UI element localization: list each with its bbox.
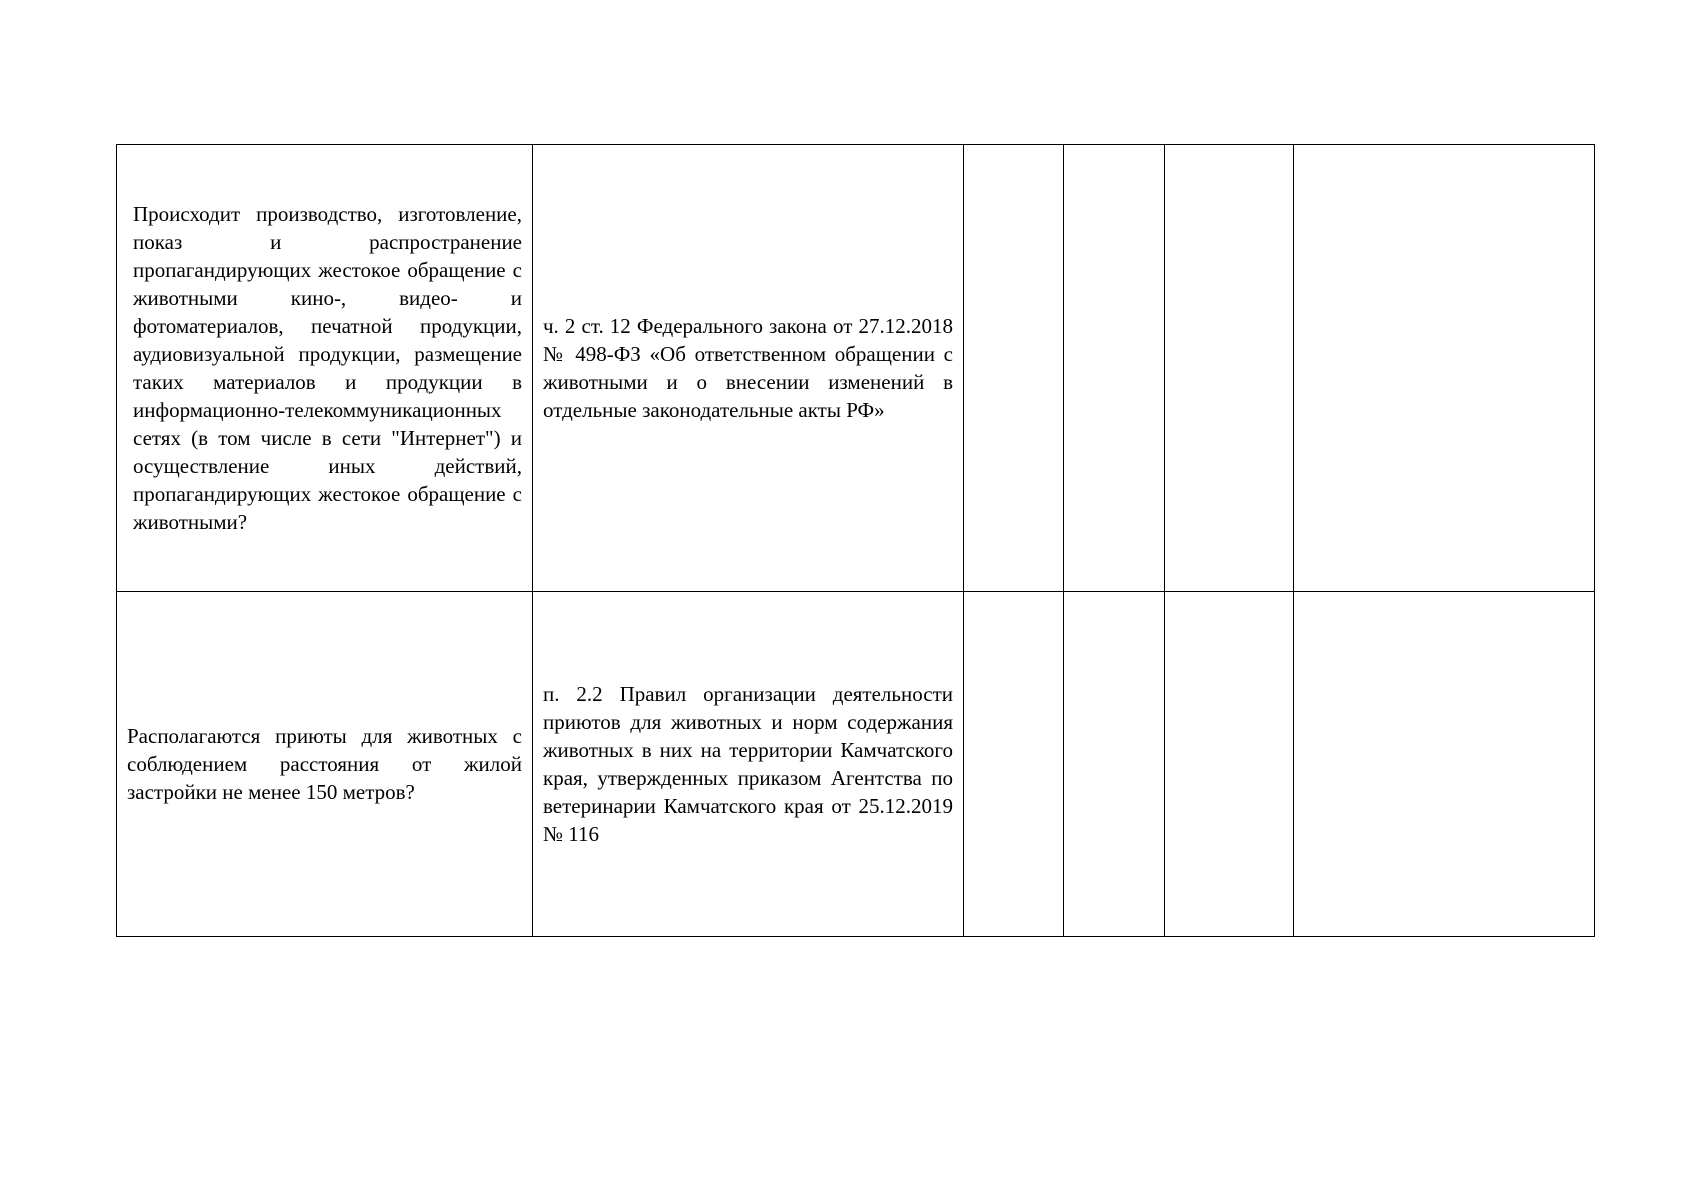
legal-reference-cell: [533, 145, 964, 592]
legal-reference-text: п. 2.2 Правил организации деятельности приютов для животных и норм содержания животных в них на территории Камчатского края, утвержденных приказом Агентства по ветеринарии Камчатского края от 25.12.2019 № 116: [543, 682, 953, 846]
notes-cell: [1294, 145, 1595, 592]
question-text: Происходит производство, изготовление, показ и распространение пропагандирующих жестокое обращение с животными кино-, видео- и фотоматериалов, печатной продукции, аудиовизуальной продукции, размещение таких материалов и продукции в информационно-телекоммуникационных сетях (в том числе в сети "Интернет") и осуществление иных действий, пропагандирующих жестокое обращение с животными?: [133, 202, 522, 534]
checklist-table: [116, 144, 1595, 937]
answer-no-cell: [1064, 145, 1165, 592]
notes-cell: [1294, 592, 1595, 937]
question-text: Располагаются приюты для животных с соблюдением расстояния от жилой застройки не менее 150 метров?: [127, 724, 522, 804]
answer-yes-cell: [964, 145, 1064, 592]
answer-not-applicable-cell: [1165, 592, 1294, 937]
answer-no-cell: [1064, 592, 1165, 937]
question-cell: [117, 592, 533, 937]
legal-reference-cell: [533, 592, 964, 937]
answer-yes-cell: [964, 592, 1064, 937]
legal-reference-text: ч. 2 ст. 12 Федерального закона от 27.12.2018 № 498-ФЗ «Об ответственном обращении с животными и о внесении изменений в отдельные законодательные акты РФ»: [543, 314, 953, 422]
question-cell: [117, 145, 533, 592]
table-row: [117, 145, 1595, 592]
table-row: [117, 592, 1595, 937]
answer-not-applicable-cell: [1165, 145, 1294, 592]
